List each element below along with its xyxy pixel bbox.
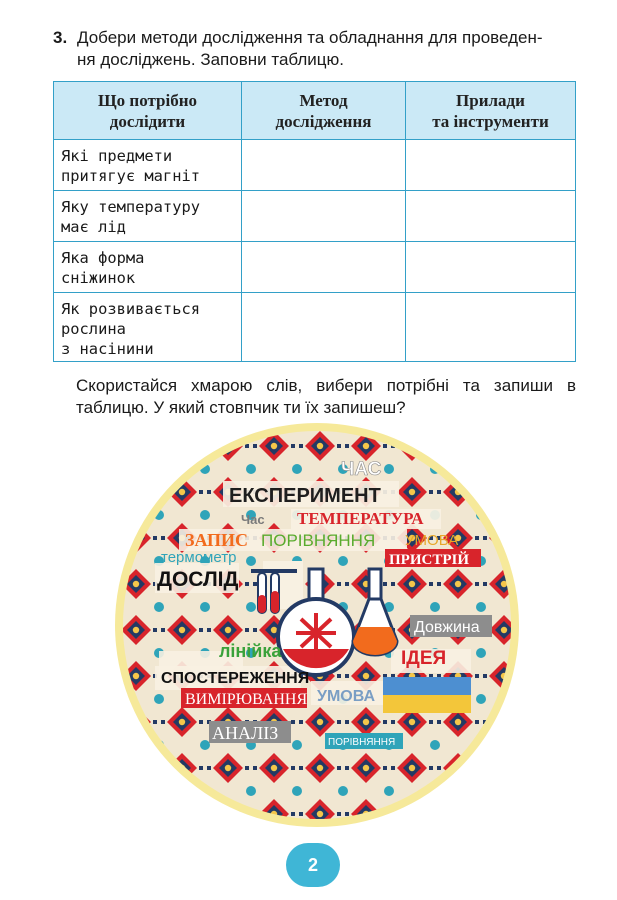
row-4-line-2: рослина (61, 320, 126, 338)
row-4-line-1: Як розвивається (61, 300, 200, 318)
row-3-line-2: сніжинок (61, 269, 136, 287)
word-liniika: лінійка (219, 641, 282, 661)
row-4-line-3: з насінини (61, 340, 154, 358)
header-instruments (406, 82, 576, 140)
research-table (53, 81, 576, 362)
row-3-line-1: Яка форма (61, 249, 145, 267)
row-1-method-cell[interactable] (242, 140, 406, 191)
word-chas-2: Час (241, 512, 265, 527)
row-2-line-1: Яку температуру (61, 198, 200, 216)
word-umova-1: УМОВА (405, 532, 459, 549)
page-number-badge: 2 (286, 843, 340, 887)
word-ideia: ІДЕЯ (401, 648, 447, 669)
task-text (77, 27, 577, 71)
task-line-1: Добери методи дослідження та обладнання для проведен- (77, 28, 543, 47)
word-cloud (113, 423, 521, 827)
row-3-instruments-cell[interactable] (406, 242, 576, 293)
instruction-text: Скористайся хмарою слів, вибери потрібні та запиши в таблицю. У який стовпчик ти їх запишеш? (76, 376, 576, 417)
word-prystrii: ПРИСТРІЙ (389, 552, 470, 568)
word-umova-2: УМОВА (317, 688, 376, 705)
table-row (54, 242, 576, 293)
row-4-question (54, 293, 242, 362)
word-eksperyment: ЕКСПЕРИМЕНТ (229, 485, 381, 507)
header-2-line-2: дослідження (275, 111, 372, 131)
table-row (54, 293, 576, 362)
row-3-question (54, 242, 242, 293)
table-row (54, 191, 576, 242)
task-number: 3. (53, 28, 68, 47)
row-1-question (54, 140, 242, 191)
task-3 (53, 27, 577, 71)
row-1-instruments-cell[interactable] (406, 140, 576, 191)
row-3-method-cell[interactable] (242, 242, 406, 293)
row-1-line-1: Які предмети (61, 147, 173, 165)
word-vymiriuvannia: ВИМІРЮВАННЯ (185, 691, 308, 708)
row-2-line-2: має лід (61, 218, 126, 236)
word-chas-1: ЧАС (341, 459, 382, 480)
row-4-method-cell[interactable] (242, 293, 406, 362)
word-porivniannia-2: ПОРІВНЯННЯ (328, 737, 396, 748)
row-2-instruments-cell[interactable] (406, 191, 576, 242)
header-1-line-2: дослідити (109, 111, 186, 131)
header-1-line-1: Що потрібно (97, 90, 198, 110)
ukrainian-flag-icon (383, 677, 471, 713)
header-method (242, 82, 406, 140)
row-1-line-2: притягує магніт (61, 167, 200, 185)
header-3-line-2: та інструменти (432, 111, 549, 131)
header-what-to-study (54, 82, 242, 140)
word-analiz: АНАЛІЗ (212, 723, 279, 743)
row-2-method-cell[interactable] (242, 191, 406, 242)
word-dovzhyna: Довжина (414, 619, 480, 636)
word-doslid: ДОСЛІД (157, 568, 239, 591)
row-2-question (54, 191, 242, 242)
row-4-instruments-cell[interactable] (406, 293, 576, 362)
header-3-line-1: Прилади (456, 90, 525, 110)
word-zapys: ЗАПИС (185, 530, 249, 550)
word-porivniannia-1: ПОРІВНЯННЯ (261, 531, 376, 550)
word-sposterezhennia: СПОСТЕРЕЖЕННЯ (161, 670, 310, 687)
word-temperatura: ТЕМПЕРАТУРА (297, 509, 424, 528)
word-termometr: термометр (161, 549, 237, 566)
table-row (54, 140, 576, 191)
table-header-row (54, 82, 576, 140)
header-2-line-1: Метод (299, 90, 348, 110)
task-line-2: ня досліджень. Заповни таблицю. (77, 50, 344, 69)
